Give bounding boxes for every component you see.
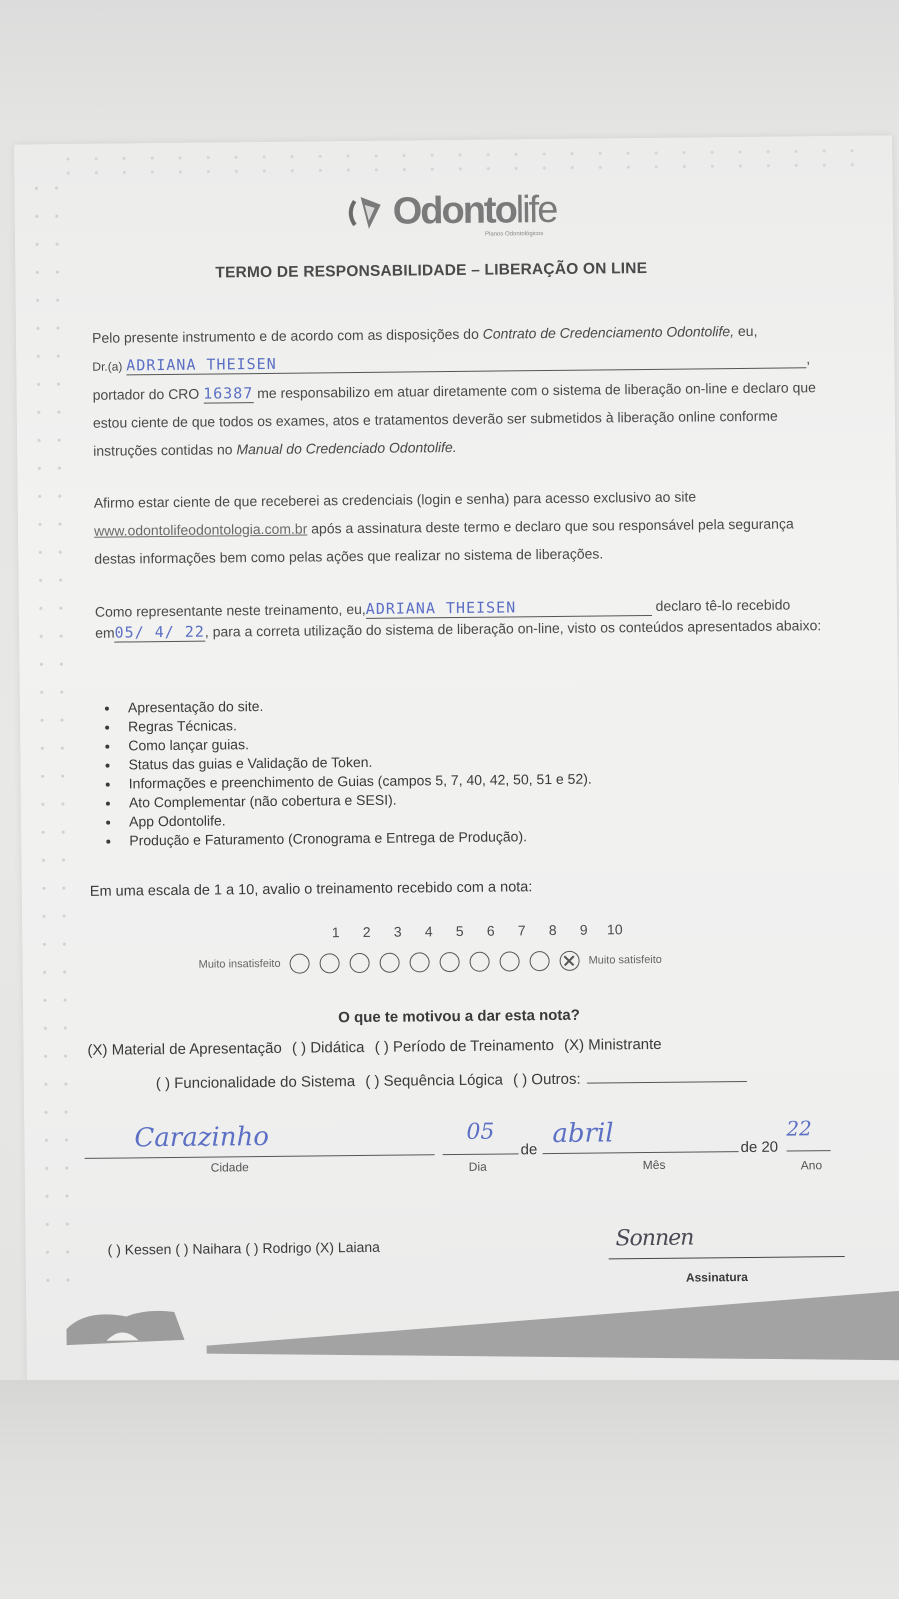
document-title: TERMO DE RESPONSABILIDADE – LIBERAÇÃO ON LINE bbox=[215, 259, 648, 282]
decorative-dots-left bbox=[26, 174, 78, 1294]
list-item: • Status das guias e Validação de Token. bbox=[120, 751, 591, 775]
rating-option-1[interactable] bbox=[289, 954, 309, 974]
p3-text-2: declaro tê-lo recebido bbox=[651, 596, 791, 614]
de-text-1: de bbox=[520, 1141, 538, 1159]
dr-name-field bbox=[126, 349, 806, 375]
cro-handwritten: 16387 bbox=[203, 384, 254, 403]
rating-option-6[interactable] bbox=[439, 952, 459, 972]
scale-number: 9 bbox=[579, 921, 588, 938]
p1-text-2: eu, bbox=[733, 322, 758, 340]
p3-text-4: , para a correta utilização do sistema de liberação on-line, visto os conteúdos apresentados abaixo: bbox=[204, 617, 822, 640]
paragraph-2 bbox=[94, 481, 835, 573]
footer-decorative-band bbox=[66, 1290, 899, 1379]
list-item: • App Odontolife. bbox=[121, 808, 592, 832]
rating-option-2[interactable] bbox=[319, 953, 339, 973]
p1-contract: Contrato de Credenciamento Odontolife, bbox=[482, 323, 735, 342]
list-item: • Informações e preenchimento de Guias (campos 5, 7, 40, 42, 50, 51 e 52). bbox=[121, 770, 592, 794]
training-date-handwritten: 05/ 4/ 22 bbox=[114, 622, 205, 642]
signature-line bbox=[609, 1256, 845, 1259]
day-field bbox=[442, 1119, 518, 1174]
rating-option-8[interactable] bbox=[499, 951, 519, 971]
month-label: Mês bbox=[642, 1157, 666, 1173]
odontolife-logo bbox=[345, 188, 557, 238]
topics-list bbox=[98, 694, 593, 851]
logo-brand-main: Odonto bbox=[392, 189, 517, 233]
motivation-options-row-2 bbox=[156, 1067, 753, 1092]
option-material[interactable]: (X) Material de Apresentação bbox=[87, 1039, 282, 1059]
scale-number: 1 bbox=[331, 924, 340, 941]
representative-name-handwritten: ADRIANA THEISEN bbox=[365, 598, 517, 618]
list-item: • Ato Complementar (não cobertura e SESI). bbox=[121, 789, 592, 813]
logo-tagline: Planos Odontológicos bbox=[484, 231, 544, 238]
scale-number: 5 bbox=[455, 922, 464, 940]
p1-text-3: portador do CRO bbox=[92, 385, 204, 403]
dr-name-handwritten: ADRIANA THEISEN bbox=[126, 354, 277, 375]
rating-option-5[interactable] bbox=[409, 952, 429, 972]
logo-wordmark bbox=[393, 189, 557, 234]
cro-field bbox=[203, 384, 253, 404]
list-item: • Regras Técnicas. bbox=[120, 713, 591, 737]
p3-text-1: Como representante neste treinamento, eu, bbox=[94, 600, 366, 620]
year-handwritten: 22 bbox=[786, 1116, 812, 1141]
instructors-options: ( ) Kessen ( ) Naihara ( ) Rodrigo (X) Laiana bbox=[107, 1238, 380, 1258]
scale-number: 4 bbox=[424, 923, 433, 940]
paragraph-3 bbox=[95, 594, 835, 644]
p1-dr-label: Dr.(a) bbox=[92, 359, 123, 374]
option-didatica[interactable]: ( ) Didática bbox=[291, 1038, 365, 1057]
city-label: Cidade bbox=[210, 1160, 249, 1175]
scale-numbers bbox=[320, 921, 630, 940]
rating-option-9[interactable] bbox=[529, 951, 549, 971]
scale-question: Em uma escala de 1 a 10, avalio o treinamento recebido com a nota: bbox=[89, 879, 533, 900]
p2-text-2: após a assinatura deste termo e declaro que sou responsável pela segurança destas informações bem como pelas ações que realizar no sistema de liberações. bbox=[94, 515, 794, 567]
scale-number: 7 bbox=[517, 922, 526, 939]
scale-number: 6 bbox=[486, 922, 495, 939]
day-handwritten: 05 bbox=[466, 1119, 495, 1145]
list-item: • Produção e Faturamento (Cronograma e Entrega de Produção). bbox=[121, 827, 592, 851]
option-ministrante[interactable]: (X) Ministrante bbox=[563, 1035, 662, 1054]
p2-text-1: Afirmo estar ciente de que receberei as credenciais (login e senha) para acesso exclusivo ao site bbox=[93, 488, 697, 511]
motivation-options-row-1 bbox=[87, 1036, 667, 1059]
option-outros[interactable]: ( ) Outros: bbox=[512, 1070, 581, 1089]
p3-text-3: em bbox=[95, 624, 115, 641]
option-funcionalidade[interactable]: ( ) Funcionalidade do Sistema bbox=[155, 1073, 356, 1093]
city-handwritten: Carazinho bbox=[134, 1121, 270, 1154]
rating-scale bbox=[199, 950, 662, 975]
representative-name-field bbox=[366, 597, 652, 619]
list-item: • Apresentação do site. bbox=[120, 694, 591, 718]
p1-manual: Manual do Credenciado Odontolife. bbox=[236, 438, 457, 458]
scale-number: 3 bbox=[393, 923, 402, 940]
year-field bbox=[786, 1116, 830, 1173]
day-label: Dia bbox=[468, 1159, 487, 1174]
paragraph-1: Pelo presente instrumento e de acordo com as disposições do Contrato de Credenciamento Odontolife, eu, Dr.(a) ADRIANA THEISEN , portador do CRO 16387 me responsabilizo em atuar diretamente com o sistema de liberação on-line e declaro que estou ciente de que todos os exames, atos e tratamentos deverão ser submetidos à liberação online conforme instruções contidas no Manual do Credenciado Odontolife. bbox=[91, 322, 816, 459]
scale-number: 2 bbox=[362, 923, 371, 940]
rating-option-4[interactable] bbox=[379, 953, 399, 973]
scale-low-label: Muito insatisfeito bbox=[198, 957, 281, 971]
year-label: Ano bbox=[800, 1158, 823, 1173]
scale-high-label: Muito satisfeito bbox=[588, 953, 662, 967]
signature-scribble: Sonnen bbox=[615, 1225, 694, 1252]
month-handwritten: abril bbox=[552, 1118, 614, 1150]
site-link: www.odontolifeodontologia.com.br bbox=[93, 520, 308, 539]
logo-mark-icon bbox=[345, 192, 387, 232]
p1-text-1: Pelo presente instrumento e de acordo com as disposições do bbox=[91, 325, 483, 346]
month-field bbox=[542, 1117, 738, 1173]
table-surface bbox=[0, 1380, 899, 1599]
outros-field[interactable] bbox=[586, 1067, 746, 1084]
decorative-dots-top bbox=[54, 144, 874, 183]
document-page bbox=[14, 135, 899, 1424]
scale-number: 10 bbox=[606, 921, 623, 938]
city-field bbox=[84, 1120, 434, 1175]
rating-option-7[interactable] bbox=[469, 952, 489, 972]
motivation-question: O que te motivou a dar esta nota? bbox=[338, 1006, 580, 1027]
p1-text-4: me responsabilizo em atuar diretamente com o sistema de liberação on-line e declaro que estou ciente de que todos os exames, atos e tratamentos deverão ser submetidos à liberação online conforme instruções contidas no bbox=[92, 379, 816, 459]
training-date-field bbox=[114, 623, 204, 643]
de-text-2: de 20 bbox=[740, 1138, 779, 1157]
rating-option-10-selected[interactable] bbox=[559, 951, 579, 971]
rating-option-3[interactable] bbox=[349, 953, 369, 973]
option-periodo[interactable]: ( ) Período de Treinamento bbox=[374, 1036, 554, 1056]
option-sequencia[interactable]: ( ) Sequência Lógica bbox=[365, 1071, 503, 1090]
list-item: • Como lançar guias. bbox=[120, 732, 591, 756]
logo-brand-suffix: life bbox=[515, 188, 557, 232]
scale-number: 8 bbox=[548, 921, 557, 939]
signature-label: Assinatura bbox=[685, 1269, 749, 1285]
